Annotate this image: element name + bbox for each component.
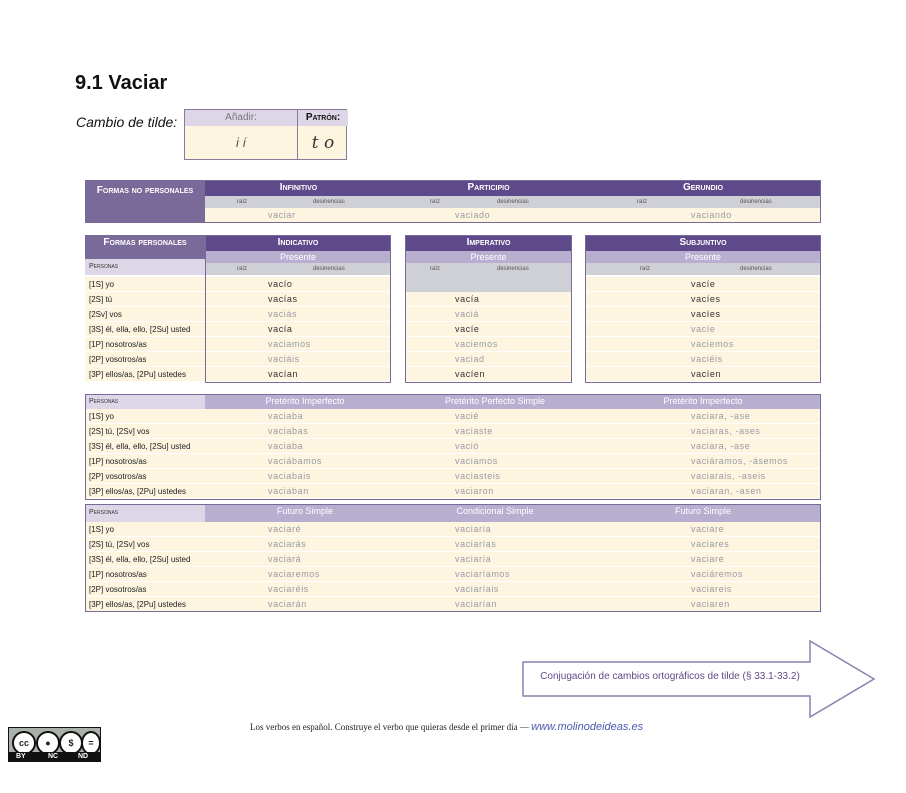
person-row-3: [2S] tú, [2Sv] vos xyxy=(85,537,205,552)
person-row-2: [1P] nosotros/as xyxy=(85,454,205,469)
sub-fut-cell xyxy=(585,552,821,567)
ind-present-cell xyxy=(205,307,391,322)
imp-present-cell xyxy=(405,292,572,307)
person-row: [2S] tú xyxy=(85,292,205,307)
sub-present-cell-text: vacíen xyxy=(691,369,722,379)
cond-cell xyxy=(405,582,585,597)
cond-cell-text: vaciaríamos xyxy=(455,569,511,579)
imp-raiz-row xyxy=(405,263,572,292)
sub-present-cell xyxy=(585,307,821,322)
person-row-2: [2P] vosotros/as xyxy=(85,469,205,484)
desinencias-label: desinencias xyxy=(740,199,772,205)
participle-value: vaciado xyxy=(455,210,491,220)
perf-cell-text: vaciaron xyxy=(455,486,494,496)
sub-present-cell xyxy=(585,352,821,367)
sub-imperf-cell xyxy=(585,424,821,439)
person-row: [2P] vosotros/as xyxy=(85,352,205,367)
perf-header: Pretérito Perfecto Simple xyxy=(405,394,585,409)
imperf-cell-text: vaciabas xyxy=(268,426,309,436)
nc-icon: $ xyxy=(59,731,83,755)
sub-fut-cell-text: vaciare xyxy=(691,554,725,564)
imperf-cell xyxy=(205,454,405,469)
raiz-label: raíz xyxy=(237,266,248,272)
imp-present-cell-text: vacíe xyxy=(455,324,480,334)
fut-cell xyxy=(205,582,405,597)
sub-imperf-cell-text: vaciara, -ase xyxy=(691,441,751,451)
ind-present-cell-text: vacías xyxy=(268,294,298,304)
sub-present-cell-text: vaciemos xyxy=(691,339,734,349)
person-row: [1S] yo xyxy=(85,277,205,292)
fut-cell xyxy=(205,597,405,612)
sub-fut-cell-text: vaciares xyxy=(691,539,730,549)
desinencias-label: desinencias xyxy=(313,266,345,272)
person-row-3: [1S] yo xyxy=(85,522,205,537)
ind-present-cell-text: vacío xyxy=(268,279,293,289)
sub-present-cell-text: vaciéis xyxy=(691,354,723,364)
imp-presente: Presente xyxy=(405,251,572,263)
sub-raiz-row xyxy=(585,263,821,275)
ind-present-cell xyxy=(205,277,391,292)
nd-label: ND xyxy=(78,753,89,760)
cond-cell xyxy=(405,537,585,552)
footer-text: Los verbos en español. Construye el verbo que quieras desde el primer día — xyxy=(250,722,529,732)
orthographic-changes-link[interactable]: Conjugación de cambios ortográficos de tilde (§ 33.1-33.2) xyxy=(540,671,800,682)
cond-cell-text: vaciaríais xyxy=(455,584,500,594)
sub-imperf-cell xyxy=(585,409,821,424)
desinencias-label: desinencias xyxy=(497,266,529,272)
imperf-cell xyxy=(205,469,405,484)
subtitle: Cambio de tilde: xyxy=(76,114,178,130)
sub-fut-cell xyxy=(585,582,821,597)
imp-present-cell xyxy=(405,367,572,382)
sub-fut-cell xyxy=(585,567,821,582)
imperf-cell-text: vaciábamos xyxy=(268,456,323,466)
sub-imperf-cell-text: vaciarais, -aseis xyxy=(691,471,766,481)
np-values-row xyxy=(205,208,821,223)
by-label: BY xyxy=(16,753,26,760)
perf-cell xyxy=(405,484,585,499)
imperf-cell-text: vaciaba xyxy=(268,411,304,421)
sub-imperf-cell-text: vaciaras, -ases xyxy=(691,426,761,436)
raiz-label: raíz xyxy=(640,266,651,272)
cond-cell-text: vaciaría xyxy=(455,554,492,564)
sub-imperf-cell xyxy=(585,469,821,484)
cond-header: Condicional Simple xyxy=(405,504,585,522)
sub-present-cell-text: vacíe xyxy=(691,279,716,289)
ind-present-cell xyxy=(205,337,391,352)
ind-presente: Presente xyxy=(205,251,391,263)
raiz-label: raíz xyxy=(430,199,441,205)
sub-imperf-header: Pretérito Imperfecto xyxy=(585,394,821,409)
cond-cell-text: vaciarías xyxy=(455,539,497,549)
page-title: 9.1 Vaciar xyxy=(75,72,168,94)
sub-imperf-cell xyxy=(585,439,821,454)
personal-label: Formas personales xyxy=(85,235,205,259)
ind-present-cell xyxy=(205,367,391,382)
imp-present-cell-text: vaciad xyxy=(455,354,485,364)
personas-label-2: Personas xyxy=(85,394,205,409)
sub-present-cell xyxy=(585,367,821,382)
sub-present-cell xyxy=(585,337,821,352)
imp-present-cell xyxy=(405,322,572,337)
sub-present-cell-text: vacíes xyxy=(691,309,721,319)
sub-present-cell-text: vacíes xyxy=(691,294,721,304)
nd-icon: = xyxy=(81,731,101,755)
nc-label: NC xyxy=(48,753,59,760)
perf-cell xyxy=(405,424,585,439)
sub-fut-cell-text: vaciáremos xyxy=(691,569,744,579)
imp-present-cell xyxy=(405,337,572,352)
cond-cell-text: vaciarían xyxy=(455,599,497,609)
perf-cell xyxy=(405,409,585,424)
person-row-2: [1S] yo xyxy=(85,409,205,424)
perf-cell xyxy=(405,454,585,469)
person-row-3: [3S] él, ella, ello, [2Su] usted xyxy=(85,552,205,567)
imp-present-cell-text: vacía xyxy=(455,294,480,304)
person-row-3: [2P] vosotros/as xyxy=(85,582,205,597)
fut-cell xyxy=(205,552,405,567)
imperf-cell-text: vaciaban xyxy=(268,486,309,496)
imp-present-cell-text: vacíen xyxy=(455,369,486,379)
perf-cell-text: vaciaste xyxy=(455,426,493,436)
cc-icon: cc xyxy=(12,731,36,755)
sub-fut-header: Futuro Simple xyxy=(585,504,821,522)
sub-fut-cell-text: vaciare xyxy=(691,524,725,534)
cond-cell xyxy=(405,522,585,537)
sub-fut-cell-text: vaciareis xyxy=(691,584,732,594)
imp-present-cell xyxy=(405,352,572,367)
raiz-desinencias-row xyxy=(205,196,821,208)
add-value: i í xyxy=(235,135,247,150)
sub-fut-cell xyxy=(585,597,821,612)
sub-imperf-cell-text: vaciara, -ase xyxy=(691,411,751,421)
person-row-3: [1P] nosotros/as xyxy=(85,567,205,582)
gerundio-header: Gerundio xyxy=(585,180,821,196)
fut-cell xyxy=(205,567,405,582)
footer-link[interactable]: www.molinodeideas.es xyxy=(531,721,644,733)
sub-present-cell xyxy=(585,322,821,337)
pattern-label: Patrón: xyxy=(297,110,348,126)
fut-cell-text: vaciaré xyxy=(268,524,302,534)
sub-present-cell-text: vacíe xyxy=(691,324,716,334)
infinitivo-header: Infinitivo xyxy=(205,180,392,196)
sub-fut-cell xyxy=(585,537,821,552)
participio-header: Participio xyxy=(392,180,585,196)
personas-label: Personas xyxy=(85,259,205,275)
sub-imperf-cell-text: vaciaran, -asen xyxy=(691,486,762,496)
fut-cell xyxy=(205,537,405,552)
perf-cell-text: vació xyxy=(455,441,480,451)
person-row: [2Sv] vos xyxy=(85,307,205,322)
ind-present-cell-text: vaciás xyxy=(268,309,298,319)
ind-present-cell xyxy=(205,292,391,307)
sub-imperf-cell xyxy=(585,454,821,469)
indicativo-header: Indicativo xyxy=(205,235,391,251)
person-row-2: [3P] ellos/as, [2Pu] ustedes xyxy=(85,484,205,499)
person-row: [3P] ellos/as, [2Pu] ustedes xyxy=(85,367,205,382)
ind-present-cell xyxy=(205,322,391,337)
sub-presente: Presente xyxy=(585,251,821,263)
cc-license-badge[interactable] xyxy=(8,727,101,762)
imperf-cell xyxy=(205,439,405,454)
perf-cell xyxy=(405,469,585,484)
ind-present-cell xyxy=(205,352,391,367)
fut-cell-text: vaciaréis xyxy=(268,584,309,594)
sub-imperf-cell xyxy=(585,484,821,499)
raiz-label: raíz xyxy=(237,199,248,205)
by-icon: ● xyxy=(36,731,60,755)
fut-header: Futuro Simple xyxy=(205,504,405,522)
imperf-cell xyxy=(205,409,405,424)
add-label: Añadir: xyxy=(185,110,297,126)
sub-fut-cell xyxy=(585,522,821,537)
perf-cell xyxy=(405,439,585,454)
fut-cell-text: vaciarán xyxy=(268,599,307,609)
personas-label-3: Personas xyxy=(85,504,205,522)
desinencias-label: desinencias xyxy=(313,199,345,205)
fut-cell-text: vaciaremos xyxy=(268,569,321,579)
imperf-cell-text: vaciabais xyxy=(268,471,311,481)
cond-cell xyxy=(405,552,585,567)
gerund-value: vaciando xyxy=(691,210,732,220)
sub-present-cell xyxy=(585,277,821,292)
imp-present-cell xyxy=(405,307,572,322)
ind-present-cell-text: vaciamos xyxy=(268,339,311,349)
raiz-label: raíz xyxy=(637,199,648,205)
cond-cell xyxy=(405,597,585,612)
no-personal-label: Formas no personales xyxy=(85,180,205,222)
imperf-cell-text: vaciaba xyxy=(268,441,304,451)
person-row-3: [3P] ellos/as, [2Pu] ustedes xyxy=(85,597,205,612)
perf-cell-text: vaciasteis xyxy=(455,471,501,481)
imperativo-header: Imperativo xyxy=(405,235,572,251)
imperf-cell xyxy=(205,484,405,499)
ind-present-cell-text: vacían xyxy=(268,369,299,379)
fut-cell-text: vaciará xyxy=(268,554,302,564)
subjuntivo-header: Subjuntivo xyxy=(585,235,821,251)
raiz-label: raíz xyxy=(430,266,441,272)
perf-cell-text: vaciamos xyxy=(455,456,498,466)
ind-present-cell-text: vacía xyxy=(268,324,293,334)
person-row: [1P] nosotros/as xyxy=(85,337,205,352)
cond-cell-text: vaciaría xyxy=(455,524,492,534)
person-row-2: [2S] tú, [2Sv] vos xyxy=(85,424,205,439)
footer xyxy=(250,721,643,733)
sub-present-cell xyxy=(585,292,821,307)
pattern-value: t o xyxy=(297,126,348,160)
fut-cell-text: vaciarás xyxy=(268,539,307,549)
imperf-cell xyxy=(205,424,405,439)
desinencias-label: desinencias xyxy=(740,266,772,272)
person-row: [3S] él, ella, ello, [2Su] usted xyxy=(85,322,205,337)
license-caption xyxy=(8,752,101,762)
fut-cell xyxy=(205,522,405,537)
perf-cell-text: vacié xyxy=(455,411,480,421)
imperf-header: Pretérito Imperfecto xyxy=(205,394,405,409)
person-row-2: [3S] él, ella, ello, [2Su] usted xyxy=(85,439,205,454)
pattern-box xyxy=(184,109,347,160)
ind-present-cell-text: vaciáis xyxy=(268,354,300,364)
sub-imperf-cell-text: vaciáramos, -ásemos xyxy=(691,456,788,466)
imp-present-cell-text: vaciemos xyxy=(455,339,498,349)
sub-fut-cell-text: vaciaren xyxy=(691,599,730,609)
ind-raiz-row xyxy=(205,263,391,275)
infinitive-value: vaciar xyxy=(268,210,296,220)
imp-present-cell-text: vaciá xyxy=(455,309,480,319)
cond-cell xyxy=(405,567,585,582)
desinencias-label: desinencias xyxy=(497,199,529,205)
